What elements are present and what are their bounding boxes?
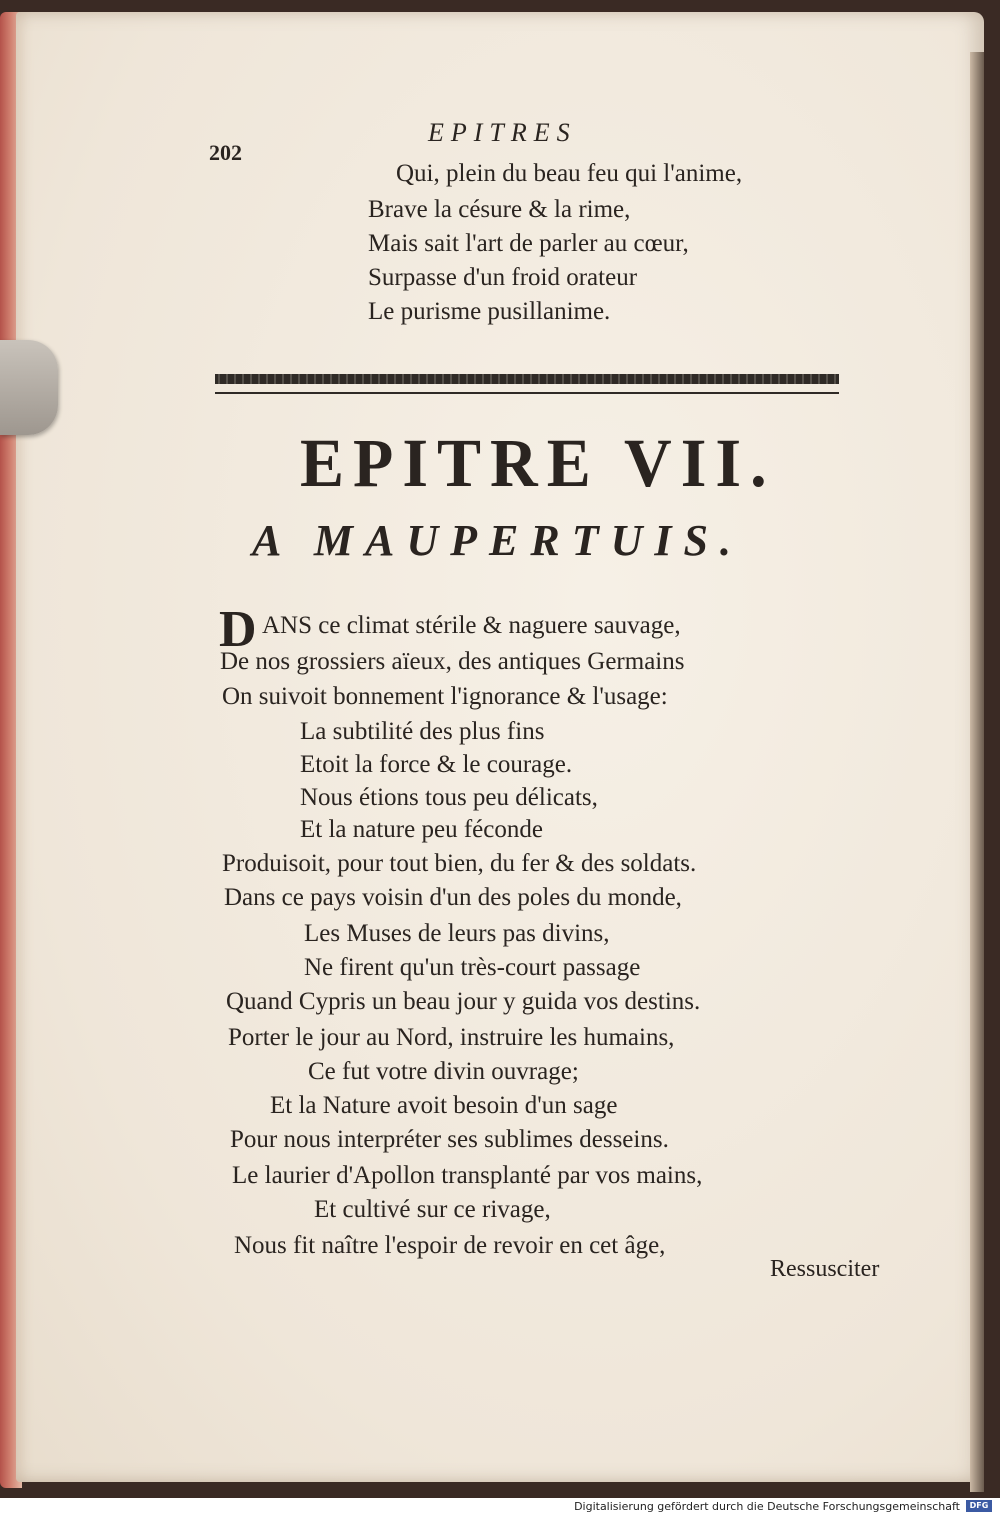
poem-line: Et la nature peu féconde <box>300 816 543 843</box>
poem-line: On suivoit bonnement l'ignorance & l'usage: <box>222 683 668 710</box>
top-verse-line: Qui, plein du beau feu qui l'anime, <box>396 160 743 187</box>
poem-line: Nous étions tous peu délicats, <box>300 784 598 811</box>
thin-rule <box>215 392 839 394</box>
poem-line: Et la Nature avoit besoin d'un sage <box>270 1092 618 1119</box>
page-number: 202 <box>209 140 242 165</box>
page-clip <box>0 340 58 435</box>
top-verse-line: Le purisme pusillanime. <box>368 298 611 325</box>
top-verse-line: Mais sait l'art de parler au cœur, <box>368 230 689 257</box>
poem-line: Et cultivé sur ce rivage, <box>314 1196 551 1223</box>
poem-line: La subtilité des plus fins <box>300 718 545 745</box>
dfg-logo-icon: DFG <box>966 1500 992 1512</box>
poem-line: Le laurier d'Apollon transplanté par vos mains, <box>232 1162 703 1189</box>
poem-line-first: ANS ce climat stérile & naguere sauvage, <box>262 612 681 639</box>
poem-line: De nos grossiers aïeux, des antiques Germains <box>220 648 685 675</box>
poem-line: Ce fut votre divin ouvrage; <box>308 1058 579 1085</box>
poem-line: Pour nous interpréter ses sublimes desseins. <box>230 1126 669 1153</box>
poem-line: Etoit la force & le courage. <box>300 751 573 778</box>
poem-line: Dans ce pays voisin d'un des poles du monde, <box>224 884 682 911</box>
page-gutter-shadow <box>970 52 984 1492</box>
drop-cap: D <box>219 601 257 658</box>
top-verse-line: Brave la césure & la rime, <box>368 196 631 223</box>
epistle-dedication: A MAUPERTUIS. <box>252 516 743 565</box>
poem-line: Nous fit naître l'espoir de revoir en cet âge, <box>234 1232 666 1259</box>
poem-line: Produisoit, pour tout bien, du fer & des soldats. <box>222 850 697 877</box>
epistle-title: EPITRE VII. <box>300 425 776 502</box>
poem-line: Quand Cypris un beau jour y guida vos destins. <box>226 988 701 1015</box>
poem-line: Ne firent qu'un très-court passage <box>304 954 641 981</box>
poem-line: Porter le jour au Nord, instruire les humains, <box>228 1024 675 1051</box>
top-verse-line: Surpasse d'un froid orateur <box>368 264 638 291</box>
poem-line: Les Muses de leurs pas divins, <box>304 920 610 947</box>
catchword: Ressusciter <box>770 1256 880 1282</box>
footer-credit: Digitalisierung gefördert durch die Deutsche Forschungsgemeinschaft <box>574 1500 960 1513</box>
running-head: EPITRES <box>428 118 577 147</box>
ornamental-rule <box>215 374 839 384</box>
